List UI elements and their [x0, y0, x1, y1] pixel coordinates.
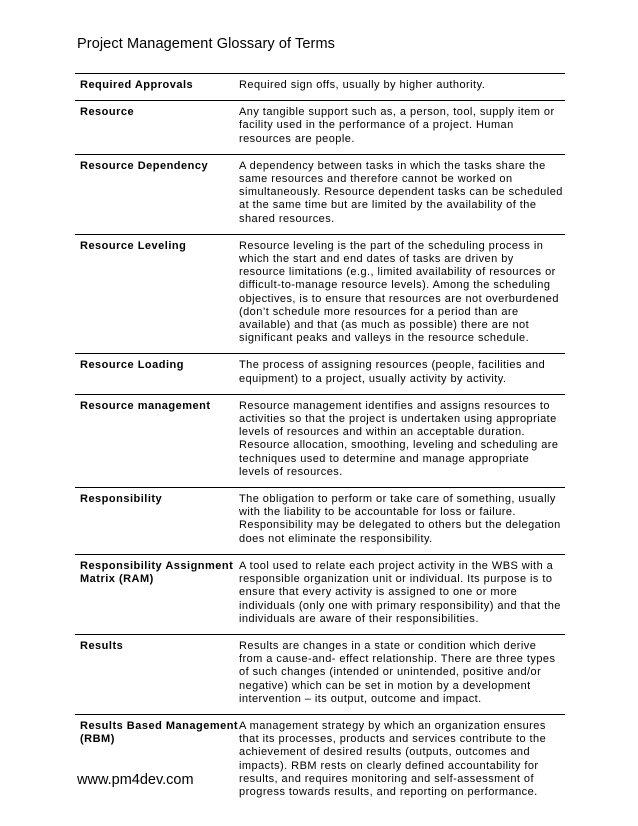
- glossary-entry: [75, 234, 565, 354]
- glossary-term: Required Approvals: [80, 79, 194, 91]
- glossary-entry: [75, 394, 565, 487]
- glossary-definition: Required sign offs, usually by higher authority.: [239, 79, 486, 91]
- footer-url: www.pm4dev.com: [77, 772, 194, 788]
- glossary-definition: A dependency between tasks in which the tasks share the same resources and therefore cannot be worked on simultaneously. Resource dependent tasks can be scheduled at the same time but are limited by the availability of the shared resources.: [239, 159, 563, 225]
- glossary-term: Resource: [80, 106, 135, 119]
- glossary-definition: Resource leveling is the part of the scheduling process in which the start and end dates of tasks are driven by resource limitations (e.g., limited availability of resources or difficult-to-manage resource levels). Among the scheduling objectives, is to ensure that resources are not overburdened (don’t schedule more resources for a period than are available) and that (as much as possible) there are not significant peaks and valleys in the resource schedule.: [239, 239, 559, 345]
- glossary-definition: A management strategy by which an organization ensures that its processes, products and services contribute to the achievement of desired results (outputs, outcomes and impacts). RBM rests on clearly defined accountability for results, and requires monitoring and self-assessment of progress towards results, and reporting on performance.: [239, 719, 547, 798]
- glossary-entry: [75, 353, 565, 393]
- glossary-entry: [75, 714, 565, 807]
- glossary-term: Responsibility Assignment Matrix (RAM): [80, 559, 234, 586]
- glossary-definition: Any tangible support such as, a person, tool, supply item or facility used in the performance of a project. Human resources are people.: [239, 106, 555, 145]
- glossary-term: Resource Leveling: [80, 239, 187, 252]
- glossary-definition: The obligation to perform or take care of something, usually with the liability to be accountable for loss or failure. Responsibility may be delegated to others but the delegation does not eliminate the responsibility.: [239, 493, 561, 545]
- glossary-entry: [75, 554, 565, 634]
- glossary-term: Results: [80, 639, 124, 652]
- glossary-table: [75, 73, 565, 807]
- glossary-entry: [75, 487, 565, 554]
- page-title: Project Management Glossary of Terms: [77, 36, 335, 52]
- glossary-entry: [75, 634, 565, 714]
- glossary-term: Resource Dependency: [80, 159, 209, 172]
- glossary-entry: [75, 154, 565, 234]
- glossary-term: Resource management: [80, 399, 211, 412]
- glossary-entry: [75, 100, 565, 154]
- glossary-term: Resource Loading: [80, 359, 184, 372]
- glossary-definition: A tool used to relate each project activity in the WBS with a responsible organization unit or individual. Its purpose is to ensure that every activity is assigned to one or more individuals (only one with primary responsibility) and that the individuals are aware of their responsibilities.: [239, 559, 561, 625]
- glossary-definition: The process of assigning resources (people, facilities and equipment) to a project, usually activity by activity.: [239, 359, 546, 385]
- glossary-definition: Resource management identifies and assigns resources to activities so that the project is undertaken using appropriate levels of resources and within an acceptable duration. Resource allocation, smoothing, leveling and scheduling are techniques used to determine and manage appropriate levels of resources.: [239, 399, 559, 478]
- glossary-term: Results Based Management (RBM): [80, 719, 239, 746]
- glossary-entry: [75, 73, 565, 100]
- glossary-definition: Results are changes in a state or condition which derive from a cause-and- effect relationship. There are three types of such changes (intended or unintended, positive and/or negative) which can be set in motion by a development intervention – its output, outcome and impact.: [239, 639, 556, 705]
- glossary-term: Responsibility: [80, 493, 163, 506]
